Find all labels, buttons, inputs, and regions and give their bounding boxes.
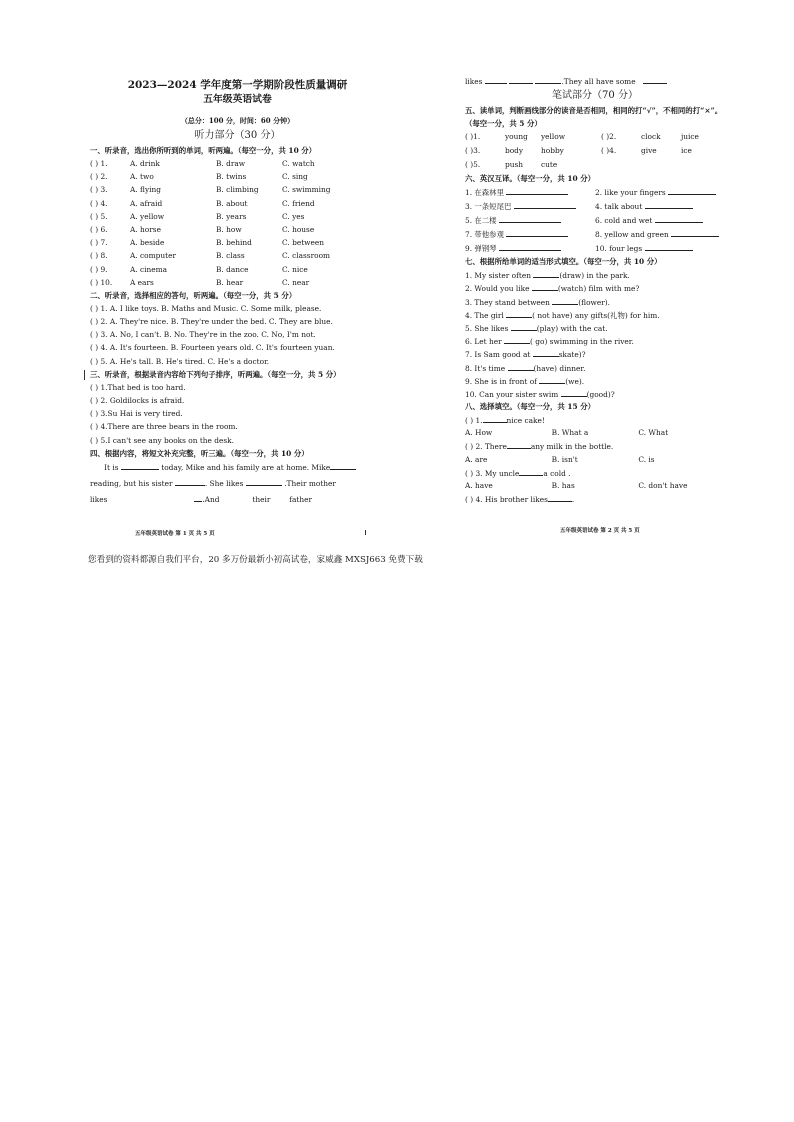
word: young (505, 132, 528, 142)
section-4-continued (465, 74, 725, 87)
option-c: C. classroom (282, 251, 331, 261)
question-row (465, 374, 725, 387)
question-number[interactable]: ( ) 9. (90, 264, 108, 274)
answer-blank[interactable] (561, 387, 587, 397)
answer-blank[interactable] (509, 74, 533, 84)
answer-blank[interactable] (533, 268, 559, 278)
option-a: A. flying (130, 185, 161, 195)
sentence-start: 8. It's time (465, 363, 506, 373)
passage-text: .Their mother (284, 478, 336, 488)
writing-part-title: 笔试部分（70 分） (552, 90, 638, 102)
section-7-title: 七、根据所给单词的适当形式填空。（每空一分，共 10 分） (465, 257, 662, 267)
option-b: B. dance (216, 264, 249, 274)
section-8-items (465, 413, 725, 505)
answer-blank[interactable] (645, 199, 693, 209)
section-4-passage (90, 460, 385, 508)
translation-prompt: 1. 在森林里 (465, 188, 504, 198)
word: hobby (541, 146, 564, 156)
scan-mark (365, 530, 366, 535)
option-b: B. class (216, 251, 245, 261)
answer-blank[interactable] (533, 347, 559, 357)
page-2 (465, 60, 725, 505)
answer-blank[interactable] (548, 492, 575, 505)
page-1 (90, 60, 385, 508)
option-b: B. draw (216, 159, 246, 168)
option-b: B. twins (216, 172, 247, 182)
option-a: A. yellow (130, 211, 165, 221)
question-number[interactable]: ( ) 7. (90, 238, 108, 248)
option-row (465, 479, 725, 492)
option-a: A. two (130, 172, 154, 182)
sentence-start: 2. Would you like (465, 284, 530, 294)
question-number[interactable]: ( )3. (465, 146, 481, 156)
choice-option[interactable]: C. is (638, 454, 655, 464)
answer-blank[interactable] (643, 74, 667, 84)
sentence-end: ( go) swimming in the river. (530, 337, 634, 347)
question-row (465, 387, 725, 400)
answer-blank[interactable] (499, 241, 561, 251)
question-row (465, 268, 725, 281)
question-row[interactable]: ( ) 5.I can't see any books on the desk. (90, 435, 235, 445)
answer-blank[interactable] (514, 199, 576, 209)
answer-blank[interactable] (511, 321, 537, 331)
section-7-items (465, 268, 725, 400)
passage-text: likes (465, 77, 483, 86)
question-row (465, 361, 725, 374)
translation-prompt: 9. 弹钢琴 (465, 244, 497, 254)
choice-option[interactable]: B. What a (551, 428, 589, 438)
sentence-end: skate)? (558, 350, 586, 360)
sentence-start: 3. They stand between (465, 297, 550, 307)
question-number[interactable]: ( )4. (601, 146, 617, 156)
translation-prompt: 10. four legs (595, 244, 643, 254)
translation-item (595, 199, 725, 213)
option-c: C. watch (282, 159, 315, 168)
option-a: A. horse (130, 224, 161, 234)
question-stem[interactable]: ( ) 4. His brother likes (465, 495, 548, 505)
option-a: A. cinema (130, 264, 168, 274)
question-row (465, 158, 725, 172)
translation-item (465, 213, 595, 227)
answer-blank[interactable] (506, 185, 568, 195)
option-b: B. climbing (216, 185, 259, 195)
question-number[interactable] (601, 158, 641, 172)
question-row (90, 197, 385, 210)
answer-blank[interactable] (668, 185, 716, 195)
question-row[interactable]: ( ) 1. A. I like toys. B. Maths and Music. C. Some milk, please. (90, 303, 322, 313)
option-a: A. beside (130, 238, 165, 248)
question-row[interactable]: ( ) 5. A. He's tall. B. He's tired. C. He's a doctor. (90, 356, 270, 366)
section-3-title: 三、听录音，根据录音内容给下列句子排序，听两遍。（每空一分，共 5 分） (90, 369, 341, 379)
choice-option[interactable]: A. How (465, 428, 493, 438)
word: ice (681, 146, 692, 156)
passage-text: .And (202, 494, 220, 504)
translation-prompt: 6. cold and wet (595, 216, 653, 226)
option-c: C. sing (282, 172, 308, 182)
answer-blank[interactable] (645, 241, 693, 251)
section-2-title: 二、听录音，选择相应的答句，听两遍。（每空一分，共 5 分） (90, 290, 297, 300)
listening-part-title: 听力部分（30 分） (194, 130, 281, 141)
word (641, 158, 681, 172)
question-row[interactable]: ( ) 2. A. They're nice. B. They're under the bed. C. They are blue. (90, 317, 333, 327)
question-row (465, 308, 725, 321)
choice-option[interactable]: A. are (465, 454, 488, 464)
answer-blank[interactable] (507, 439, 531, 449)
answer-blank[interactable] (246, 476, 282, 486)
sentence-end: (flower). (578, 297, 610, 307)
question-row (465, 347, 725, 360)
answer-blank[interactable] (330, 460, 356, 470)
translation-prompt: 5. 在二楼 (465, 216, 497, 226)
option-b: B. behind (216, 238, 252, 248)
question-row (465, 439, 725, 452)
sentence-start: 6. Let her (465, 337, 502, 347)
sentence-start: 5. She likes (465, 323, 509, 333)
answer-blank[interactable] (499, 213, 561, 223)
passage-text: likes (90, 494, 108, 504)
answer-blank[interactable] (506, 308, 532, 318)
sentence-end: (play) with the cat. (536, 323, 608, 333)
option-b: B. about (216, 198, 248, 208)
sentence-end: (draw) in the park. (559, 271, 630, 281)
option-a: A. computer (130, 251, 177, 261)
sentence-start: 9. She is in front of (465, 376, 537, 386)
option-c: C. friend (282, 198, 315, 208)
question-row[interactable]: ( ) 1.That bed is too hard. (90, 382, 186, 392)
question-number[interactable]: ( ) 3. (90, 185, 108, 195)
question-number[interactable]: ( ) 4. (90, 198, 108, 208)
answer-blank[interactable] (504, 334, 530, 344)
translation-item (465, 227, 595, 241)
exam-info: （总分：100 分，时间：60 分钟） (180, 116, 295, 125)
translation-item (465, 241, 595, 255)
word: clock (641, 132, 661, 142)
answer-blank[interactable] (508, 361, 534, 371)
answer-blank[interactable] (552, 295, 578, 305)
answer-blank[interactable] (175, 476, 205, 486)
section-6-title: 六、英汉互译。（每空一分，共 10 分） (465, 174, 595, 184)
sentence-end: (we). (565, 376, 585, 386)
question-stem[interactable]: ( ) 3. My uncle (465, 468, 520, 478)
answer-blank[interactable] (535, 74, 561, 84)
section-3-items (90, 381, 385, 447)
question-number[interactable]: ( )2. (601, 132, 617, 142)
sentence-start: 4. The girl (465, 310, 504, 320)
section-2-items (90, 302, 385, 368)
question-stem[interactable]: ( ) 2. There (465, 442, 507, 452)
question-stem[interactable]: ( ) 1. (465, 416, 483, 426)
exam-sheet (80, 60, 723, 537)
option-b: B. hear (216, 277, 244, 287)
option-row (465, 426, 725, 439)
passage-text: . She likes (204, 478, 244, 488)
option-row (465, 453, 725, 466)
question-number[interactable]: ( ) 10. (90, 277, 113, 287)
option-c: C. near (282, 277, 310, 287)
translation-item (595, 213, 725, 227)
answer-blank[interactable] (671, 227, 719, 237)
question-row[interactable]: ( ) 4.There are three bears in the room. (90, 422, 238, 432)
question-row (90, 249, 385, 262)
translation-prompt: 2. like your fingers (595, 188, 666, 198)
option-c: C. nice (282, 264, 308, 274)
sentence-start: 1. My sister often (465, 271, 531, 281)
option-c: C. swimming (282, 185, 331, 195)
choice-option[interactable]: C. What (638, 428, 669, 438)
sentence-end: (have) dinner. (533, 363, 586, 373)
section-4-title: 四、根据内容，将短文补充完整，听三遍。（每空一分，共 10 分） (90, 448, 309, 458)
option-b: B. how (216, 224, 242, 234)
question-row[interactable]: ( ) 2. Goldilocks is afraid. (90, 396, 185, 405)
question-row (90, 210, 385, 223)
question-row[interactable]: ( ) 3. A. No, I can't. B. No. They're in the zoo. C. No, I'm not. (90, 330, 316, 340)
question-row (90, 157, 385, 170)
choice-option[interactable]: C. don't have (638, 481, 688, 490)
question-number[interactable]: ( )5. (465, 160, 481, 170)
answer-blank[interactable] (506, 227, 568, 237)
choice-option[interactable]: A. have (465, 481, 493, 490)
question-stem-end: any milk in the bottle. (530, 442, 614, 452)
translation-item (465, 199, 595, 213)
page-1-footer: 五年级英语试卷 第 1 页 共 5 页 (135, 531, 215, 537)
choice-option[interactable]: B. isn't (551, 454, 578, 464)
answer-blank[interactable] (655, 213, 703, 223)
sentence-end: (watch) film with me? (557, 284, 640, 294)
passage-text: today, Mike and his family are at home. Mike (161, 462, 331, 472)
word: give (641, 146, 657, 156)
translation-prompt: 8. yellow and green (595, 230, 669, 240)
exam-subtitle: 五年级英语试卷 (203, 94, 272, 105)
word: juice (681, 132, 699, 142)
question-number[interactable]: ( ) 5. (90, 211, 108, 221)
question-stem-end: . (571, 495, 575, 505)
passage-text: .They all have some (561, 77, 636, 86)
question-row (465, 466, 725, 479)
section-5-items (465, 130, 725, 172)
question-row (465, 130, 725, 144)
passage-text: father (289, 494, 312, 504)
translation-item (595, 185, 725, 199)
choice-option[interactable]: B. has (551, 481, 575, 490)
word: body (505, 146, 524, 156)
translation-prompt: 4. talk about (595, 202, 643, 212)
answer-blank[interactable] (539, 374, 565, 384)
option-a: A ears (130, 277, 154, 287)
question-stem-end: a cold . (543, 468, 571, 478)
sentence-end: (good)? (586, 389, 615, 399)
question-row (90, 183, 385, 196)
passage-text: their (252, 494, 271, 504)
option-c: C. yes (282, 211, 305, 221)
question-number[interactable]: ( ) 2. (90, 172, 108, 182)
question-row (465, 281, 725, 294)
option-c: C. between (282, 238, 324, 248)
option-c: C. house (282, 224, 315, 234)
section-6-items (465, 185, 725, 255)
answer-blank[interactable] (483, 413, 507, 423)
section-1-title: 一、听录音，选出你所听到的单词，听两遍。（每空一分，共 10 分） (90, 146, 317, 155)
question-number[interactable]: ( ) 6. (90, 224, 108, 234)
passage-text: It is (104, 462, 119, 472)
translation-item (465, 185, 595, 199)
question-row (465, 492, 725, 505)
question-row[interactable]: ( ) 3.Su Hai is very tired. (90, 409, 183, 419)
section-5-note: （每空一分，共 5 分） (465, 119, 542, 129)
page-2-footer: 五年级英语试卷 第 2 页 共 5 页 (560, 528, 640, 534)
question-number[interactable]: ( ) 8. (90, 251, 108, 261)
question-row[interactable]: ( ) 4. A. It's fourteen. B. Fourteen years old. C. It's fourteen yuan. (90, 343, 335, 353)
section-8-title: 八、选择填空。（每空一分，共 15 分） (465, 402, 595, 412)
passage-text: reading, but his sister (90, 478, 173, 488)
question-row (465, 321, 725, 334)
option-b: B. years (216, 211, 247, 221)
answer-blank[interactable] (532, 281, 558, 291)
word: push (505, 160, 524, 170)
question-row (90, 170, 385, 183)
sentence-start: 10. Can your sister swim (465, 389, 559, 399)
option-a: A. afraid (130, 198, 163, 208)
sentence-start: 7. Is Sam good at (465, 350, 531, 360)
word: yellow (541, 132, 566, 142)
translation-item (595, 241, 725, 255)
translation-prompt: 3. 一条短尾巴 (465, 202, 512, 212)
question-stem-end: nice cake! (506, 416, 545, 426)
scan-mark (84, 370, 85, 380)
answer-blank[interactable] (485, 74, 507, 84)
word: cute (541, 160, 558, 170)
section-5-title: 五、读单词，判断画线部分的读音是否相同，相同的打“√”，不相同的打“×”。 (465, 106, 723, 116)
translation-item (595, 227, 725, 241)
question-row (90, 223, 385, 236)
question-row (90, 263, 385, 276)
question-row (465, 413, 725, 426)
question-number[interactable]: ( ) 1. (90, 159, 108, 168)
translation-prompt: 7. 带他参观 (465, 230, 504, 240)
sentence-end: ( not have) any gifts(礼物) for him. (532, 310, 660, 320)
option-a: A. drink (130, 159, 160, 168)
exam-title: 2023—2024 学年度第一学期阶段性质量调研 (127, 79, 348, 91)
question-row (465, 295, 725, 308)
answer-blank[interactable] (121, 460, 159, 470)
question-row (465, 334, 725, 347)
question-row (90, 276, 385, 289)
section-1-items (90, 157, 385, 289)
question-row (90, 236, 385, 249)
question-number[interactable]: ( )1. (465, 132, 481, 142)
question-row (465, 144, 725, 158)
download-notice: 您看到的资料都源自我们平台，20 多万份最新小初高试卷，家威鑫 MXSJ663 免费下载 (88, 555, 423, 565)
answer-blank[interactable] (519, 466, 543, 476)
